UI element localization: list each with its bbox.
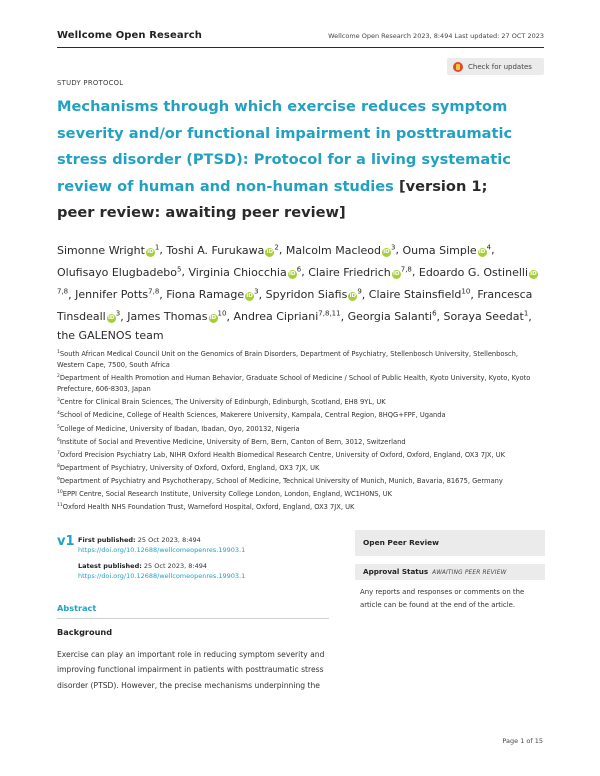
author-affiliation-number: 3 xyxy=(391,243,396,251)
open-peer-review-heading: Open Peer Review xyxy=(355,530,545,556)
author xyxy=(444,310,529,323)
latest-published xyxy=(78,561,245,581)
latest-published-doi-link[interactable]: https://doi.org/10.12688/wellcomeopenres.19903.1 xyxy=(78,572,246,580)
author-list: Simonne Wright $iD^1$, Toshi A. Furukawa $iD^2$, Malcolm Macleod $iD^3$, Ouma Simple $iD^4$, Olufisayo Elugbadebo$^5$, Virginia Chiocchia $iD^6$, Claire Friedrich iD$^{7,8}$, Edoardo G. Ostinelli iD$^{7,8}$, Jennifer Potts$^{7,8}$, Fiona Ramage $iD^3$, Spyridon Siafis $iD^9$, Claire Stainsfield$^{10}$, Francesca Tinsdeall $iD^3$, James Thomas $iD^{10}$, Andrea Cipriani$^{7,8,11}$, Georgia Salanti$^6$, Soraya Seedat$^1$, the GALENOS team xyxy=(57,243,537,342)
affiliation-item xyxy=(57,500,547,513)
orcid-icon[interactable]: iD xyxy=(393,270,400,277)
abstract-heading: Abstract xyxy=(57,603,97,613)
author-name[interactable]: Claire Stainsfield xyxy=(368,288,462,302)
author-name[interactable]: Francesca Tinsdeall xyxy=(57,288,533,324)
affiliation-text: EPPI Centre, Social Research Institute, University College London, London, England, WC1H0NS, UK xyxy=(62,490,392,499)
author-name[interactable]: Simonne Wright xyxy=(57,243,145,257)
author xyxy=(286,244,396,257)
author xyxy=(127,310,226,323)
affiliation-text: College of Medicine, University of Ibadan, Ibadan, Oyo, 200132, Nigeria xyxy=(59,424,300,433)
author-name[interactable]: Soraya Seedat xyxy=(443,310,524,324)
author-affiliation-number: 10 xyxy=(461,287,471,296)
author xyxy=(308,266,412,279)
affiliation-number: 10 xyxy=(57,490,63,496)
affiliation-text: Institute of Social and Preventive Medicine, University of Bern, Bern, Canton of Bern, 3012, Switzerland xyxy=(59,437,406,446)
affiliation-number: 4 xyxy=(57,411,60,417)
author-affiliation-number: 9 xyxy=(357,287,362,296)
author xyxy=(233,310,340,323)
author-affiliation-number: 6 xyxy=(296,265,302,274)
orcid-icon[interactable]: iD xyxy=(383,248,390,255)
affiliation-item xyxy=(57,422,547,435)
author-name[interactable]: Fiona Ramage xyxy=(166,288,245,302)
author-affiliation-number: 1 xyxy=(154,243,160,251)
orcid-icon[interactable]: iD xyxy=(147,248,154,255)
title-main: Mechanisms through which exercise reduces symptom severity and/or functional impairment in posttraumatic stress disorder (PTSD): Protocol for a living systematic review of human and non-human studies xyxy=(57,98,513,195)
affiliation-text: Department of Psychiatry and Psychotherapy, School of Medicine, Technical University of Munich, Munich, Bavaria, 81675, Germany xyxy=(59,476,503,485)
author xyxy=(348,310,437,323)
orcid-icon[interactable]: iD xyxy=(478,248,486,255)
first-published-label: First published: xyxy=(78,536,136,544)
author-affiliation-number: 3 xyxy=(254,287,259,296)
affiliation-item xyxy=(57,448,547,461)
author-affiliation-number: 1 xyxy=(523,309,529,318)
first-published-doi-link[interactable]: https://doi.org/10.12688/wellcomeopenres.19903.1 xyxy=(78,546,246,554)
author xyxy=(75,288,159,301)
author-name[interactable]: Claire Friedrich xyxy=(308,265,391,279)
author xyxy=(369,288,471,301)
check-for-updates-label: Check for updates xyxy=(468,62,532,71)
author-name[interactable]: Spyridon Siafis xyxy=(265,288,348,302)
affiliation-text: Oxford Health NHS Foundation Trust, Warneford Hospital, Oxford, England, OX3 7JX, UK xyxy=(62,503,355,512)
latest-published-label: Latest published: xyxy=(78,562,142,570)
author-affiliation-number: 7,8 xyxy=(400,265,412,274)
author-name[interactable]: Georgia Salanti xyxy=(347,310,433,324)
affiliation-number: 11 xyxy=(57,503,63,509)
affiliation-text: Centre for Clinical Brain Sciences, The University of Edinburgh, Edinburgh, Scotland, EH8 9YL, UK xyxy=(59,398,386,407)
peer-review-note: Any reports and responses or comments on the article can be found at the end of the article. xyxy=(360,588,525,609)
affiliation-item xyxy=(57,487,547,500)
orcid-icon[interactable]: iD xyxy=(266,248,274,255)
author xyxy=(403,244,492,257)
author-affiliation-number: 7,8 xyxy=(148,287,160,296)
author-affiliation-number: 6 xyxy=(432,309,437,318)
author xyxy=(57,266,181,279)
author-name[interactable]: Ouma Simple xyxy=(402,243,477,257)
author xyxy=(166,244,278,257)
journal-name: Wellcome Open Research xyxy=(57,30,202,41)
author xyxy=(266,288,362,301)
author-name[interactable]: Malcolm Macleod xyxy=(285,243,382,257)
approval-status xyxy=(355,564,545,580)
affiliation-text: Department of Psychiatry, University of Oxford, Oxford, England, OX3 7JX, UK xyxy=(59,463,320,472)
affiliation-text: Department of Health Promotion and Human Behavior, Graduate School of Medicine / School of Public Health, Kyoto University, Kyoto, Kyoto Prefecture, 606-8303, Japan xyxy=(57,374,531,394)
orcid-icon[interactable]: iD xyxy=(530,270,537,277)
author-name[interactable]: Olufisayo Elugbadebo xyxy=(57,265,177,279)
author-name[interactable]: James Thomas xyxy=(127,310,208,324)
affiliation-number: 5 xyxy=(57,424,60,430)
header-divider xyxy=(57,47,544,48)
version-badge: v1 xyxy=(57,534,75,549)
author xyxy=(166,288,258,301)
running-header xyxy=(57,30,544,46)
affiliation-item xyxy=(57,461,547,474)
crossmark-icon xyxy=(453,62,463,72)
affiliation-text: South African Medical Council Unit on the Genomics of Brain Disorders, Department of Psychiatry, Stellenbosch University, Stellenbosch, Western Cape, 7500, South Africa xyxy=(57,350,519,370)
author-name[interactable]: Virginia Chiocchia xyxy=(188,265,287,279)
article-title xyxy=(57,94,527,227)
affiliation-item xyxy=(57,435,547,448)
affiliation-number: 9 xyxy=(57,476,60,482)
author xyxy=(57,329,164,342)
affiliation-item xyxy=(57,395,547,408)
approval-status-value: AWAITING PEER REVIEW xyxy=(432,570,507,576)
author-name[interactable]: Andrea Cipriani xyxy=(233,310,319,324)
citation-line: Wellcome Open Research 2023, 8:494 Last updated: 27 OCT 2023 xyxy=(328,32,544,40)
author-name[interactable]: Jennifer Potts xyxy=(75,288,149,302)
article-type: STUDY PROTOCOL xyxy=(57,79,124,87)
author-affiliation-number: 7,8,11 xyxy=(318,309,341,318)
affiliation-list xyxy=(57,347,547,513)
first-published-value: 25 Oct 2023, 8:494 xyxy=(137,536,201,544)
author-name[interactable]: the GALENOS team xyxy=(57,329,164,342)
approval-status-label: Approval Status xyxy=(363,567,429,576)
author-affiliation-number: 2 xyxy=(274,243,279,251)
author-affiliation-number: 4 xyxy=(486,243,492,251)
author-affiliation-number: 10 xyxy=(217,309,227,318)
author-name[interactable]: Toshi A. Furukawa xyxy=(166,243,265,257)
background-heading: Background xyxy=(57,627,113,637)
author-affiliation-number: 7,8 xyxy=(57,287,69,296)
orcid-icon[interactable]: iD xyxy=(349,293,357,300)
author-name[interactable]: Edoardo G. Ostinelli xyxy=(418,265,528,279)
check-for-updates-button[interactable] xyxy=(447,58,544,75)
affiliation-number: 7 xyxy=(57,450,60,456)
abstract-background-text: Exercise can play an important role in reducing symptom severity and improving functional impairment in patients with posttraumatic stress disorder (PTSD). However, the precise mechanisms underpinning the xyxy=(57,650,325,690)
affiliation-item xyxy=(57,347,547,371)
author xyxy=(57,244,159,257)
orcid-icon[interactable]: iD xyxy=(246,293,253,300)
affiliation-text: School of Medicine, College of Health Sciences, Makerere University, Kampala, Central Region, 8HQG+FPF, Uganda xyxy=(59,411,446,420)
latest-published-value: 25 Oct 2023, 8:494 xyxy=(143,562,207,570)
affiliation-number: 2 xyxy=(57,374,60,380)
affiliation-number: 6 xyxy=(57,437,60,443)
affiliation-item xyxy=(57,408,547,421)
affiliation-number: 3 xyxy=(57,398,60,404)
affiliation-number: 8 xyxy=(57,463,60,469)
author-affiliation-number: 3 xyxy=(115,309,121,318)
author xyxy=(188,266,301,279)
affiliation-item xyxy=(57,371,547,395)
affiliation-text: Oxford Precision Psychiatry Lab, NIHR Oxford Health Biomedical Research Centre, University of Oxford, Oxford, England, OX3 7JX, UK xyxy=(59,450,506,459)
abstract-divider xyxy=(57,618,329,619)
affiliation-number: 1 xyxy=(57,350,60,355)
title-version: [version 1; peer review: awaiting peer review] xyxy=(57,177,488,221)
open-peer-review-panel xyxy=(355,530,545,612)
orcid-icon[interactable]: iD xyxy=(209,315,217,322)
page-number: Page 1 of 15 xyxy=(502,737,543,745)
affiliation-item xyxy=(57,474,547,487)
first-published xyxy=(78,535,245,555)
orcid-icon[interactable]: iD xyxy=(288,270,296,277)
author-affiliation-number: 5 xyxy=(176,265,182,274)
orcid-icon[interactable]: iD xyxy=(108,315,115,322)
